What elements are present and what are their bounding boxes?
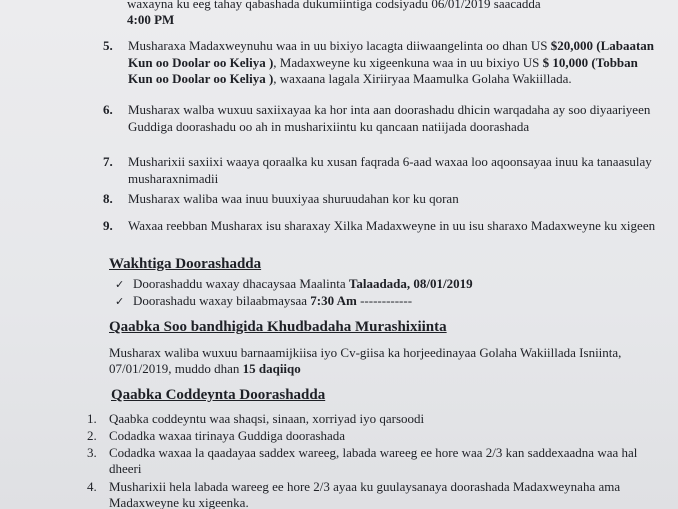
heading-voting: Qaabka Coddeynta Doorashadda	[111, 387, 326, 403]
fee-president: $20,000 (Labaatan Kun oo Doolar oo Keliya )	[128, 38, 655, 70]
heading-speeches: Qaabka Soo bandhigida Khudbadaha Murashixiinta	[109, 319, 447, 335]
list-item-8: 8. Musharax waliba waa inuu buuxiyaa shuruudahan kor ku qoran	[103, 191, 459, 206]
deadline-time: 4:00 PM	[127, 12, 175, 27]
voting-item-4: 4. Musharixii hela labada wareeg ee hore 2/3 ayaa ku guulaysanaya doorashada Madaxweynaha ama Madaxweyne ku xigeenka.	[87, 479, 621, 509]
speeches-paragraph: Musharax waliba wuxuu barnaamijkiisa iyo Cv-giisa ka horjeedinayaa Golaha Wakiillada Isniinta, 07/01/2019, muddo dhan 15 daqiiqo	[109, 345, 622, 376]
list-item-9: 9. Waxaa reebban Musharax isu sharaxay Xilka Madaxweyne in uu isu sharaxo Madaxweyne ku xigeen	[103, 218, 656, 233]
voting-item-1: 1. Qaabka coddeyntu waa shaqsi, sinaan, xorriyad iyo qarsoodi	[87, 411, 425, 426]
item-number: 5.	[103, 38, 113, 53]
list-item-6: 6. Musharax walba wuxuu saxiixayaa ka hor inta aan doorashadu dhicin warqadaha ay soo diyaariyeen Guddiga doorashadu oo ah in musharixiintu ku qancaan natiijada doorashada	[103, 102, 651, 134]
list-item-7: 7. Musharixii saxiixi waaya qoraalka ku xusan faqrada 6-aad waxaa loo aqoonsayaa inuu ka tanaasulay musharaxnimadii	[103, 154, 652, 186]
voting-item-3: 3. Codadka waxaa la qaadayaa saddex wareeg, labada wareeg ee hore waa 2/3 kan saddexaadna waa hal dheeri	[87, 445, 638, 476]
list-item-5: 5. Musharaxa Madaxweynuhu waa in uu bixiyo lacagta diiwaangelinta oo dhan US $20,000 (Labaatan Kun oo Doolar oo Keliya ), Madaxweyne ku xigeenkuna waa in uu bixiyo US $ 10,000 (Tobban Kun oo Doolar oo Keliya ), waxaana lagala Xiriiryaa Maamulka Golaha Wakiillada.	[103, 38, 655, 86]
heading-election-time: Wakhtiga Doorashadda	[109, 256, 262, 272]
voting-item-2: 2. Codadka waxaa tirinaya Guddiga doorashada	[87, 428, 346, 443]
fee-vice-president: $ 10,000 (Tobban Kun oo Doolar oo Keliya )	[128, 54, 638, 86]
checkmark-icon: ✓	[115, 278, 125, 291]
bullet-election-start: ✓ Doorashadu waxay bilaabmaysaa 7:30 Am ------------	[115, 293, 413, 308]
cut-off-top-line: waxayna ku eeg tahay qabashada dukumiintiga codsiyadu 06/01/2019 saacadda	[127, 0, 541, 11]
checkmark-icon: ✓	[115, 295, 125, 308]
bullet-election-date: ✓ Doorashaddu waxay dhacaysaa Maalinta Talaadada, 08/01/2019	[115, 276, 473, 291]
